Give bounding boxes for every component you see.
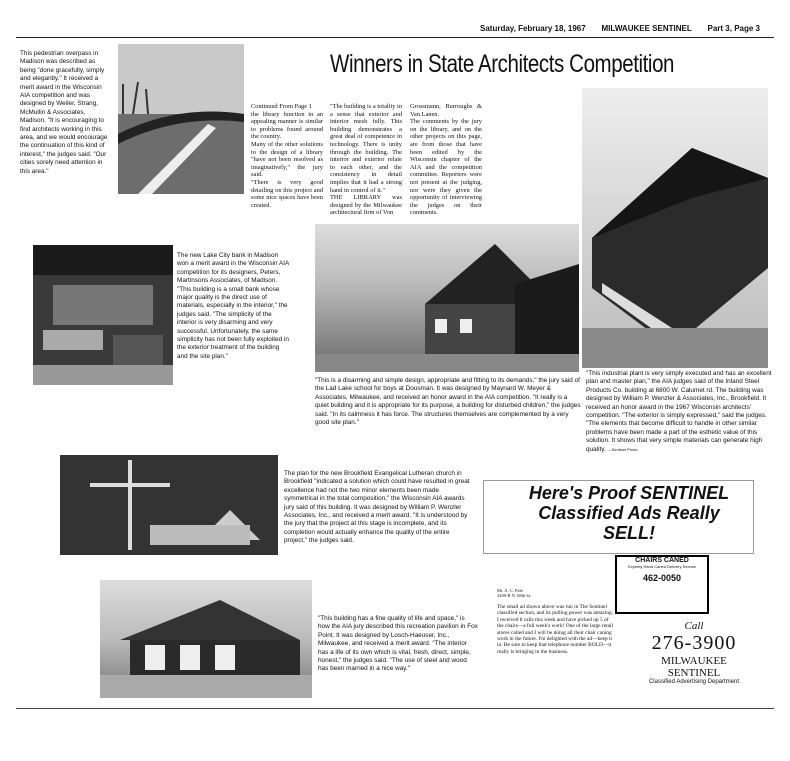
letter-name: Mr. A. C. Pale (497, 588, 523, 593)
issue-date: Saturday, February 18, 1967 (480, 24, 586, 33)
call-block (624, 620, 764, 685)
caption-lutheran-church: The plan for the new Brookfield Evangelical Lutheran church in Brookfield "indicated a solution which could have resulted in great excellence had not the two minor elements been made symmetrical in the total composition," the Wisconsin AIA awards jury said of this building. It was designed by William P. Wenzler Associates, Inc., and received a merit award. "It is understood by the jury that the project at this stage is incomplete, and its completion would actually enhance the quality of the entire project," the judges said. (284, 470, 470, 545)
overpass-image (118, 44, 244, 194)
photo-industrial-plant (582, 88, 768, 368)
call-label: Call (684, 620, 704, 632)
story-column-3: Grossmann, Burroughs & Van Lanen. The comments by the jury on the library, and on the other projects on this page, are from those that have been edited by the Wisconsin chapter of the AIA and the competition committee. Reporters were not present at the judging, nor were they given the opportunity of interviewing the judges on their comments. (410, 103, 482, 217)
classified-dept: Classified Advertising Department (648, 679, 740, 685)
ad-headline: Here's Proof SENTINEL Classified Ads Really SELL! (528, 483, 730, 543)
industrial-plant-image (582, 88, 768, 368)
paper-name: MILWAUKEE SENTINEL (601, 24, 692, 33)
photo-credit: —Sentinel Photo (607, 446, 638, 452)
caption-industrial-plant (586, 370, 774, 454)
school-image (315, 224, 579, 372)
footer-rule (16, 708, 774, 709)
classified-ad-banner (483, 480, 754, 554)
brand-line-2: SENTINEL (667, 667, 721, 679)
photo-lad-lake-school (315, 224, 579, 372)
caption-lake-city-bank: The new Lake City bank in Madison won a merit award in the Wisconsin AIA competition for its designers, Peters, Martinsons Associates, of Madison. "This building is a small bank whose major quality is the direct use of materials, especially in the interior," the judges said. "The simplicity of the interior is very disarming and very successful. Unfortunately, the same simplicity has not been fully exploited in the exterior treatment of the building and the site plan." (177, 252, 289, 360)
page-header (480, 24, 760, 38)
bank-interior-image (33, 245, 173, 385)
mini-ad-box (615, 555, 709, 614)
mini-ad-subtitle: Expertly Hand Caned Delivery Service (627, 564, 697, 569)
call-phone: 276-3900 (651, 632, 737, 654)
caption-lad-lake-school: "This is a disarming and simple design, appropriate and fitting to its demands," the jury said of the Lad Lake school for boys at Dousman. It was designed by Maynard W. Meyer & Associates, Milwaukee, and received an honor award in the AIA competition. "It really is a quiet building and it is appropriate for its purpose, a building for disturbed children," the judges said. "In its calmness it has force. The structures themselves are complemented by a very good site plan." (315, 377, 581, 427)
letter-address: 3200-B N. 68th St. (497, 593, 532, 598)
story-column-1: Continued From Page 1 the library function in an appealing manner is similar to problems found around the country. Many of the other solutions to the design of a library "have not been resolved as imaginatively," the jury said. "There is very good detailing on this project and some nice spaces have been created. (251, 103, 323, 209)
mini-ad-phone: 462-0050 (642, 573, 682, 583)
brand-line-1: MILWAUKEE (661, 655, 727, 667)
church-model-image (60, 455, 278, 555)
photo-pedestrian-overpass (118, 44, 244, 194)
mini-ad-title: CHAIRS CANED (635, 557, 689, 564)
page-headline: Winners in State Architects Competition (330, 50, 675, 78)
story-column-2: "The building is a totality in a sense that exterior and interior mesh fully. This building demonstrates a great deal of competence in technology. There is unity through the building. The interior and exterior relate to each other, and the consistency in detail implies that it had a strong hand in control of it." THE LIBRARY was designed by the Milwaukee architectural firm of Von (330, 103, 403, 217)
letter-signature (497, 588, 607, 598)
caption-industrial-plant-text: "This industrial plant is very simply executed and has an excellent plan and master plan," the AIA judges said of the Inland Steel Products Co. building at 6800 W. Calumet rd. The building was designed by William P. Wenzler & Associates, Inc., Brookfield. It received an honor award in the 1967 Wisconsin architects' competition. "The exterior is simply expressed," said the judges. "The elements that become difficult to handle in other similar problems have been made a part of the esthetic value of this solution. It shows that very simple materials can generate high quality. (586, 370, 772, 453)
testimonial-letter: The small ad shown above was run in The Sentinel classified section, and its pulling power was amazing. I received 8 calls this week and have picked up 5 of the chairs—a full week's work! One of the large retail stores called and I will be doing all their chair caning work in the future. I'm delighted with the ad—keep it in. Be sure to keep that telephone number BOLD—it really is bringing in the business. (497, 604, 614, 655)
pavilion-image (100, 580, 312, 698)
caption-pedestrian-overpass: This pedestrian overpass in Madison was described as being "done gracefully, simply and elegantly." It received a merit award in the Wisconsin AIA competition and was designed by Weiler, Strang, McMullin & Associates, Madison. "It is encouraging to find architects working in this area, and we would encourage the continuation of this kind of interest," the judges said. "Our cities sorely need attention in this area." (20, 50, 108, 175)
caption-recreation-pavilion: "This building has a fine quality of life and space," is how the AIA jury described this recreation pavilion in Fox Point. It was designed by Losch-Haeuser, Inc., Milwaukee, and received a merit award. "The interior has a life of its own which is vital, fresh, direct, simple, honest," the judges said. "The use of steel and wood has been married in a nice way." (318, 615, 478, 673)
photo-recreation-pavilion (100, 580, 312, 698)
photo-lutheran-church (60, 455, 278, 555)
photo-lake-city-bank (33, 245, 173, 385)
section-page: Part 3, Page 3 (707, 24, 760, 33)
header-rule (16, 37, 774, 38)
